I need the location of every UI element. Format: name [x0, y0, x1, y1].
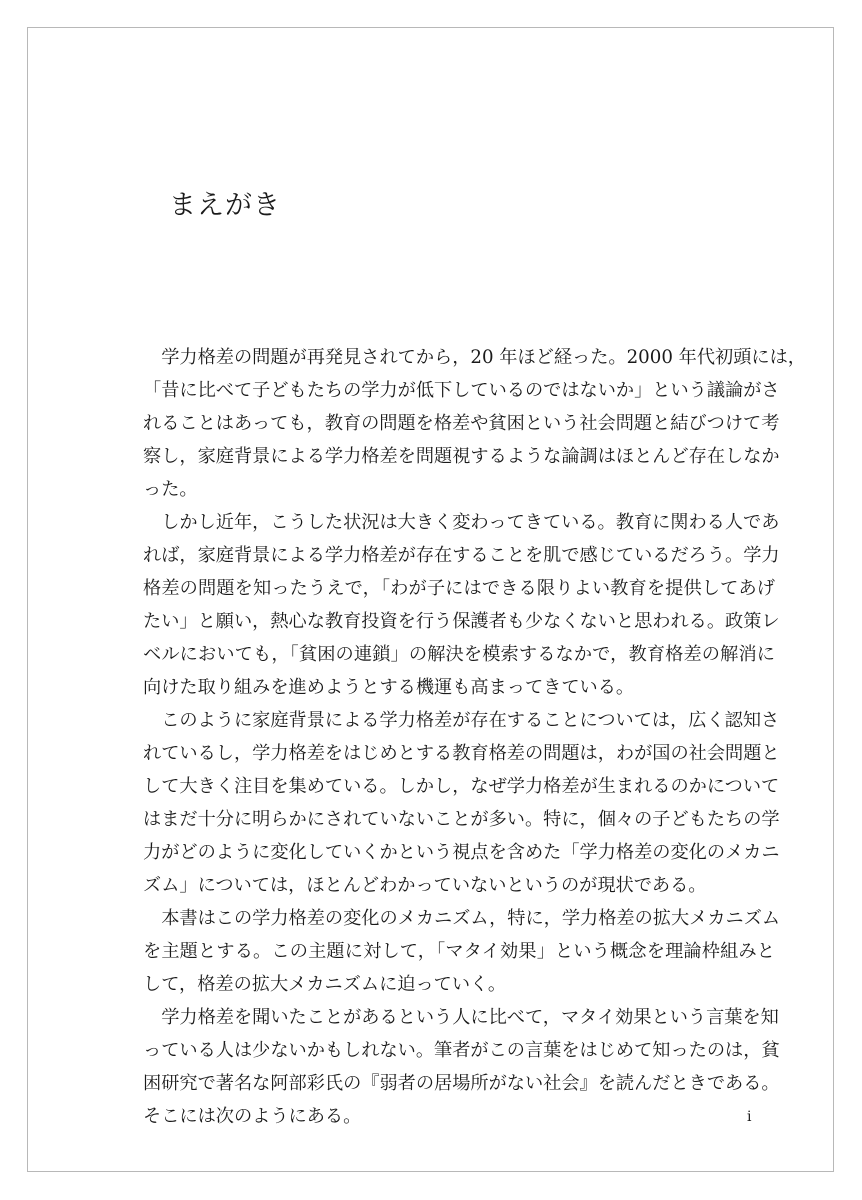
text-line: 力がどのように変化していくかという視点を含めた「学力格差の変化のメカニ	[143, 842, 780, 863]
text-line: 向けた取り組みを進めようとする機運も高まってきている。	[143, 677, 635, 698]
text-line: しかし近年，こうした状況は大きく変わってきている。教育に関わる人であ	[143, 512, 780, 533]
paragraph-2	[143, 506, 780, 704]
text-line: 「昔に比べて子どもたちの学力が低下しているのではないか」という議論がさ	[143, 380, 780, 401]
text-line: 本書はこの学力格差の変化のメカニズム，特に，学力格差の拡大メカニズム	[143, 908, 781, 929]
text-line: そこには次のようにある。	[143, 1106, 362, 1127]
text-line: を主題とする。この主題に対して，「マタイ効果」という概念を理論枠組みと	[143, 941, 775, 962]
page-number: i	[747, 1109, 752, 1125]
paragraph-1	[143, 341, 806, 506]
text-line: して，格差の拡大メカニズムに迫っていく。	[143, 974, 507, 995]
text-line: れば，家庭背景による学力格差が存在することを肌で感じているだろう。学力	[143, 545, 780, 566]
text-line: っている人は少ないかもしれない。筆者がこの言葉をはじめて知ったのは，貧	[143, 1040, 780, 1061]
page-frame	[27, 27, 834, 1172]
text-line: ベルにおいても，「貧困の連鎖」の解決を模索するなかで，教育格差の解消に	[143, 644, 775, 665]
text-line: 学力格差の問題が再発見されてから，20 年ほど経った。2000 年代初頭には，	[143, 347, 806, 368]
body-text	[143, 341, 806, 1133]
paragraph-4	[143, 902, 781, 1001]
paragraph-5	[143, 1001, 780, 1133]
text-line: はまだ十分に明らかにされていないことが多い。特に，個々の子どもたちの学	[143, 809, 780, 830]
text-line: 学力格差を聞いたことがあるという人に比べて，マタイ効果という言葉を知	[143, 1007, 779, 1028]
text-line: このように家庭背景による学力格差が存在することについては，広く認知さ	[143, 710, 780, 731]
chapter-heading: まえがき	[169, 190, 281, 221]
text-line: ズム」については，ほとんどわかっていないというのが現状である。	[143, 875, 707, 896]
text-line: 格差の問題を知ったうえで，「わが子にはできる限りよい教育を提供してあげ	[143, 578, 775, 599]
text-line: 察し，家庭背景による学力格差を問題視するような論調はほとんど存在しなか	[143, 446, 780, 467]
text-line: った。	[143, 479, 198, 500]
text-line: 困研究で著名な阿部彩氏の『弱者の居場所がない社会』を読んだときである。	[143, 1073, 780, 1094]
text-line: れているし，学力格差をはじめとする教育格差の問題は，わが国の社会問題と	[143, 743, 780, 764]
text-line: して大きく注目を集めている。しかし，なぜ学力格差が生まれるのかについて	[143, 776, 780, 797]
text-line: たい」と願い，熱心な教育投資を行う保護者も少なくないと思われる。政策レ	[143, 611, 780, 632]
paragraph-3	[143, 704, 780, 902]
text-line: れることはあっても，教育の問題を格差や貧困という社会問題と結びつけて考	[143, 413, 780, 434]
